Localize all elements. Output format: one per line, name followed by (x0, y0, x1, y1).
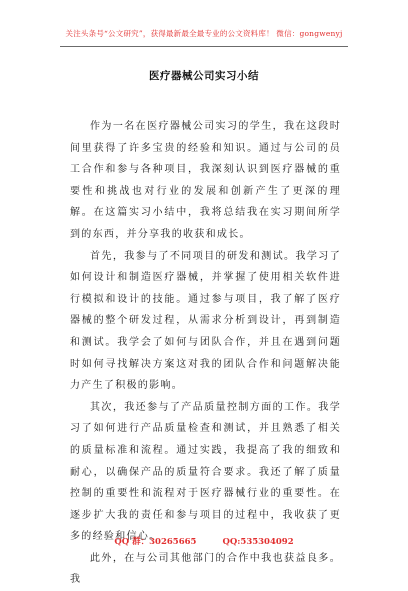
header-banner: 关注头条号“公文研究”，获得最新最全最专业的公文资料库！ 微信：gongwenyj (65, 29, 343, 38)
paragraph: 作为一名在医疗器械公司实习的学生，我在这段时间里获得了许多宝贵的经验和知识。通过与公司的员工合作和参与各种项目，我深刻认识到医疗器械的重要性和挑战也对行业的发展和创新产生了更深的理解。在这篇实习小结中，我将总结我在实习期间所学到的东西，并分享我的收获和成长。 (70, 121, 341, 240)
footer-qq-group: QQ 群：30265665 (114, 537, 197, 547)
header-divider (60, 46, 348, 47)
document-body (70, 116, 341, 591)
footer-contact (0, 535, 408, 547)
paragraph: 其次，我还参与了产品质量控制方面的工作。我学习了如何进行产品质量检查和测试，并且熟悉了相关的质量标准和流程。通过实践，我提高了我的细致和耐心，以确保产品的质量符合要求。我还了解了质量控制的重要性和流程对于医疗器械行业的重要性。在逐步扩大我的责任和参与项目的过程中，我收获了更多的经验和信心。 (70, 401, 341, 543)
paragraph: 此外，在与公司其他部门的合作中我也获益良多。我 (70, 552, 341, 586)
footer-qq: QQ:535304092 (222, 537, 294, 547)
document-title: 医疗器械公司实习小结 (149, 70, 259, 82)
paragraph: 首先，我参与了不同项目的研发和测试。我学习了如何设计和制造医疗器械，并掌握了使用相关软件进行模拟和设计的技能。通过参与项目，我了解了医疗器械的整个研发过程，从需求分析到设计，再到制造和测试。我学会了如何与团队合作，并且在遇到问题时如何寻找解决方案这对我的团队合作和问题解决能力产生了积极的影响。 (70, 250, 341, 392)
